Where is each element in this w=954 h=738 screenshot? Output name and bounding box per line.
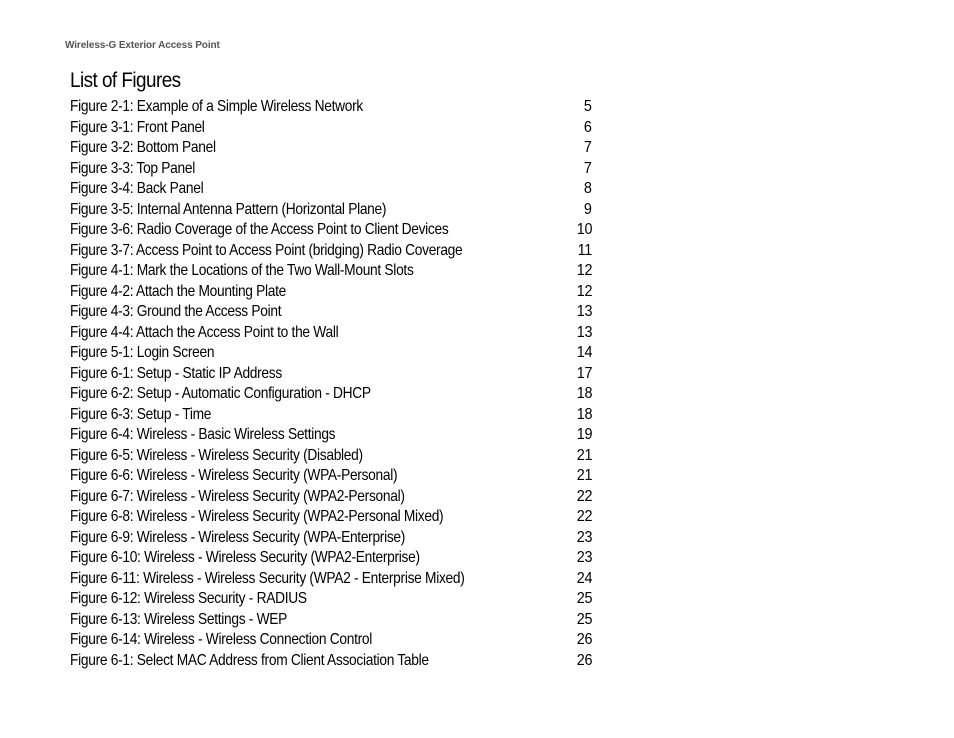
- figure-entry[interactable]: [70, 446, 592, 467]
- figure-page-number: 18: [576, 385, 592, 402]
- figure-caption: Figure 6-3: Setup - Time: [70, 405, 212, 423]
- figure-list: [70, 97, 592, 671]
- figure-entry[interactable]: [70, 138, 592, 159]
- figure-page-number: 17: [576, 364, 592, 382]
- figure-entry[interactable]: [70, 302, 592, 323]
- figure-page-number: 25: [576, 590, 592, 607]
- figure-entry[interactable]: [70, 651, 592, 672]
- figure-entry[interactable]: [70, 589, 592, 610]
- figure-entry[interactable]: [70, 364, 592, 385]
- figure-entry[interactable]: [70, 405, 592, 426]
- figure-page-number: 11: [577, 241, 592, 259]
- figure-page-number: 21: [576, 446, 592, 464]
- figure-page-number: 18: [576, 405, 592, 423]
- figure-entry[interactable]: [70, 610, 592, 631]
- figure-caption: Figure 6-7: Wireless - Wireless Security (WPA2-Personal): [70, 487, 405, 505]
- running-header: Wireless-G Exterior Access Point: [65, 40, 220, 51]
- figure-caption: Figure 6-10: Wireless - Wireless Security (WPA2-Enterprise): [70, 549, 420, 566]
- figure-caption: Figure 6-1: Setup - Static IP Address: [70, 364, 282, 382]
- figure-page-number: 14: [576, 344, 592, 361]
- figure-caption: Figure 6-14: Wireless - Wireless Connection Control: [70, 631, 373, 648]
- figure-caption: Figure 4-3: Ground the Access Point: [70, 303, 282, 320]
- figure-entry[interactable]: [70, 97, 592, 118]
- figure-caption: Figure 3-1: Front Panel: [70, 118, 205, 136]
- figure-entry[interactable]: [70, 569, 592, 590]
- figure-caption: Figure 4-1: Mark the Locations of the Two Wall-Mount Slots: [70, 262, 414, 279]
- figure-page-number: 19: [576, 426, 592, 443]
- figure-page-number: 8: [584, 180, 592, 197]
- figure-caption: Figure 6-11: Wireless - Wireless Security (WPA2 - Enterprise Mixed): [70, 569, 465, 587]
- figure-caption: Figure 6-9: Wireless - Wireless Security (WPA-Enterprise): [70, 528, 406, 546]
- figure-caption: Figure 6-2: Setup - Automatic Configuration - DHCP: [70, 385, 371, 402]
- figure-page-number: 7: [584, 139, 592, 156]
- figure-page-number: 12: [576, 282, 592, 300]
- figure-page-number: 6: [584, 118, 592, 136]
- figure-page-number: 26: [576, 651, 592, 669]
- figure-page-number: 13: [576, 303, 592, 320]
- figure-entry[interactable]: [70, 507, 592, 528]
- figure-entry[interactable]: [70, 179, 592, 200]
- figure-page-number: 13: [576, 323, 592, 341]
- figure-entry[interactable]: [70, 343, 592, 364]
- figure-caption: Figure 2-1: Example of a Simple Wireless Network: [70, 98, 363, 115]
- figure-page-number: 21: [576, 467, 592, 484]
- figure-caption: Figure 6-1: Select MAC Address from Client Association Table: [70, 651, 429, 669]
- figure-entry[interactable]: [70, 528, 592, 549]
- figure-caption: Figure 3-6: Radio Coverage of the Access Point to Client Devices: [70, 221, 449, 238]
- figure-entry[interactable]: [70, 200, 592, 221]
- figure-caption: Figure 6-6: Wireless - Wireless Security (WPA-Personal): [70, 467, 398, 484]
- figure-page-number: 23: [576, 549, 592, 566]
- figure-caption: Figure 3-3: Top Panel: [70, 159, 195, 177]
- figure-caption: Figure 4-4: Attach the Access Point to the Wall: [70, 323, 339, 341]
- figure-caption: Figure 3-2: Bottom Panel: [70, 139, 216, 156]
- figure-page-number: 10: [576, 221, 592, 238]
- figure-page-number: 22: [576, 487, 592, 505]
- figure-page-number: 7: [584, 159, 592, 177]
- figure-caption: Figure 3-4: Back Panel: [70, 180, 204, 197]
- figure-page-number: 12: [576, 262, 592, 279]
- figure-caption: Figure 6-4: Wireless - Basic Wireless Settings: [70, 426, 336, 443]
- figure-caption: Figure 3-5: Internal Antenna Pattern (Horizontal Plane): [70, 200, 387, 218]
- figure-entry[interactable]: [70, 159, 592, 180]
- figure-entry[interactable]: [70, 630, 592, 651]
- figure-entry[interactable]: [70, 241, 592, 262]
- figure-entry[interactable]: [70, 466, 592, 487]
- page-title: List of Figures: [70, 69, 181, 92]
- figure-page-number: 24: [576, 569, 592, 587]
- figure-entry[interactable]: [70, 220, 592, 241]
- figure-entry[interactable]: [70, 425, 592, 446]
- figure-page-number: 5: [584, 98, 592, 115]
- figure-page-number: 23: [576, 528, 592, 546]
- figure-caption: Figure 6-8: Wireless - Wireless Security (WPA2-Personal Mixed): [70, 508, 444, 525]
- figure-entry[interactable]: [70, 487, 592, 508]
- figure-entry[interactable]: [70, 548, 592, 569]
- figure-entry[interactable]: [70, 282, 592, 303]
- figure-page-number: 9: [584, 200, 592, 218]
- figure-caption: Figure 5-1: Login Screen: [70, 344, 215, 361]
- figure-entry[interactable]: [70, 261, 592, 282]
- figure-entry[interactable]: [70, 384, 592, 405]
- figure-caption: Figure 6-12: Wireless Security - RADIUS: [70, 590, 307, 607]
- figure-caption: Figure 4-2: Attach the Mounting Plate: [70, 282, 287, 300]
- figure-caption: Figure 3-7: Access Point to Access Point (bridging) Radio Coverage: [70, 241, 463, 259]
- figure-entry[interactable]: [70, 118, 592, 139]
- figure-entry[interactable]: [70, 323, 592, 344]
- figure-caption: Figure 6-13: Wireless Settings - WEP: [70, 610, 288, 628]
- figure-caption: Figure 6-5: Wireless - Wireless Security (Disabled): [70, 446, 363, 464]
- figure-page-number: 26: [576, 631, 592, 648]
- figure-page-number: 25: [576, 610, 592, 628]
- figure-page-number: 22: [576, 508, 592, 525]
